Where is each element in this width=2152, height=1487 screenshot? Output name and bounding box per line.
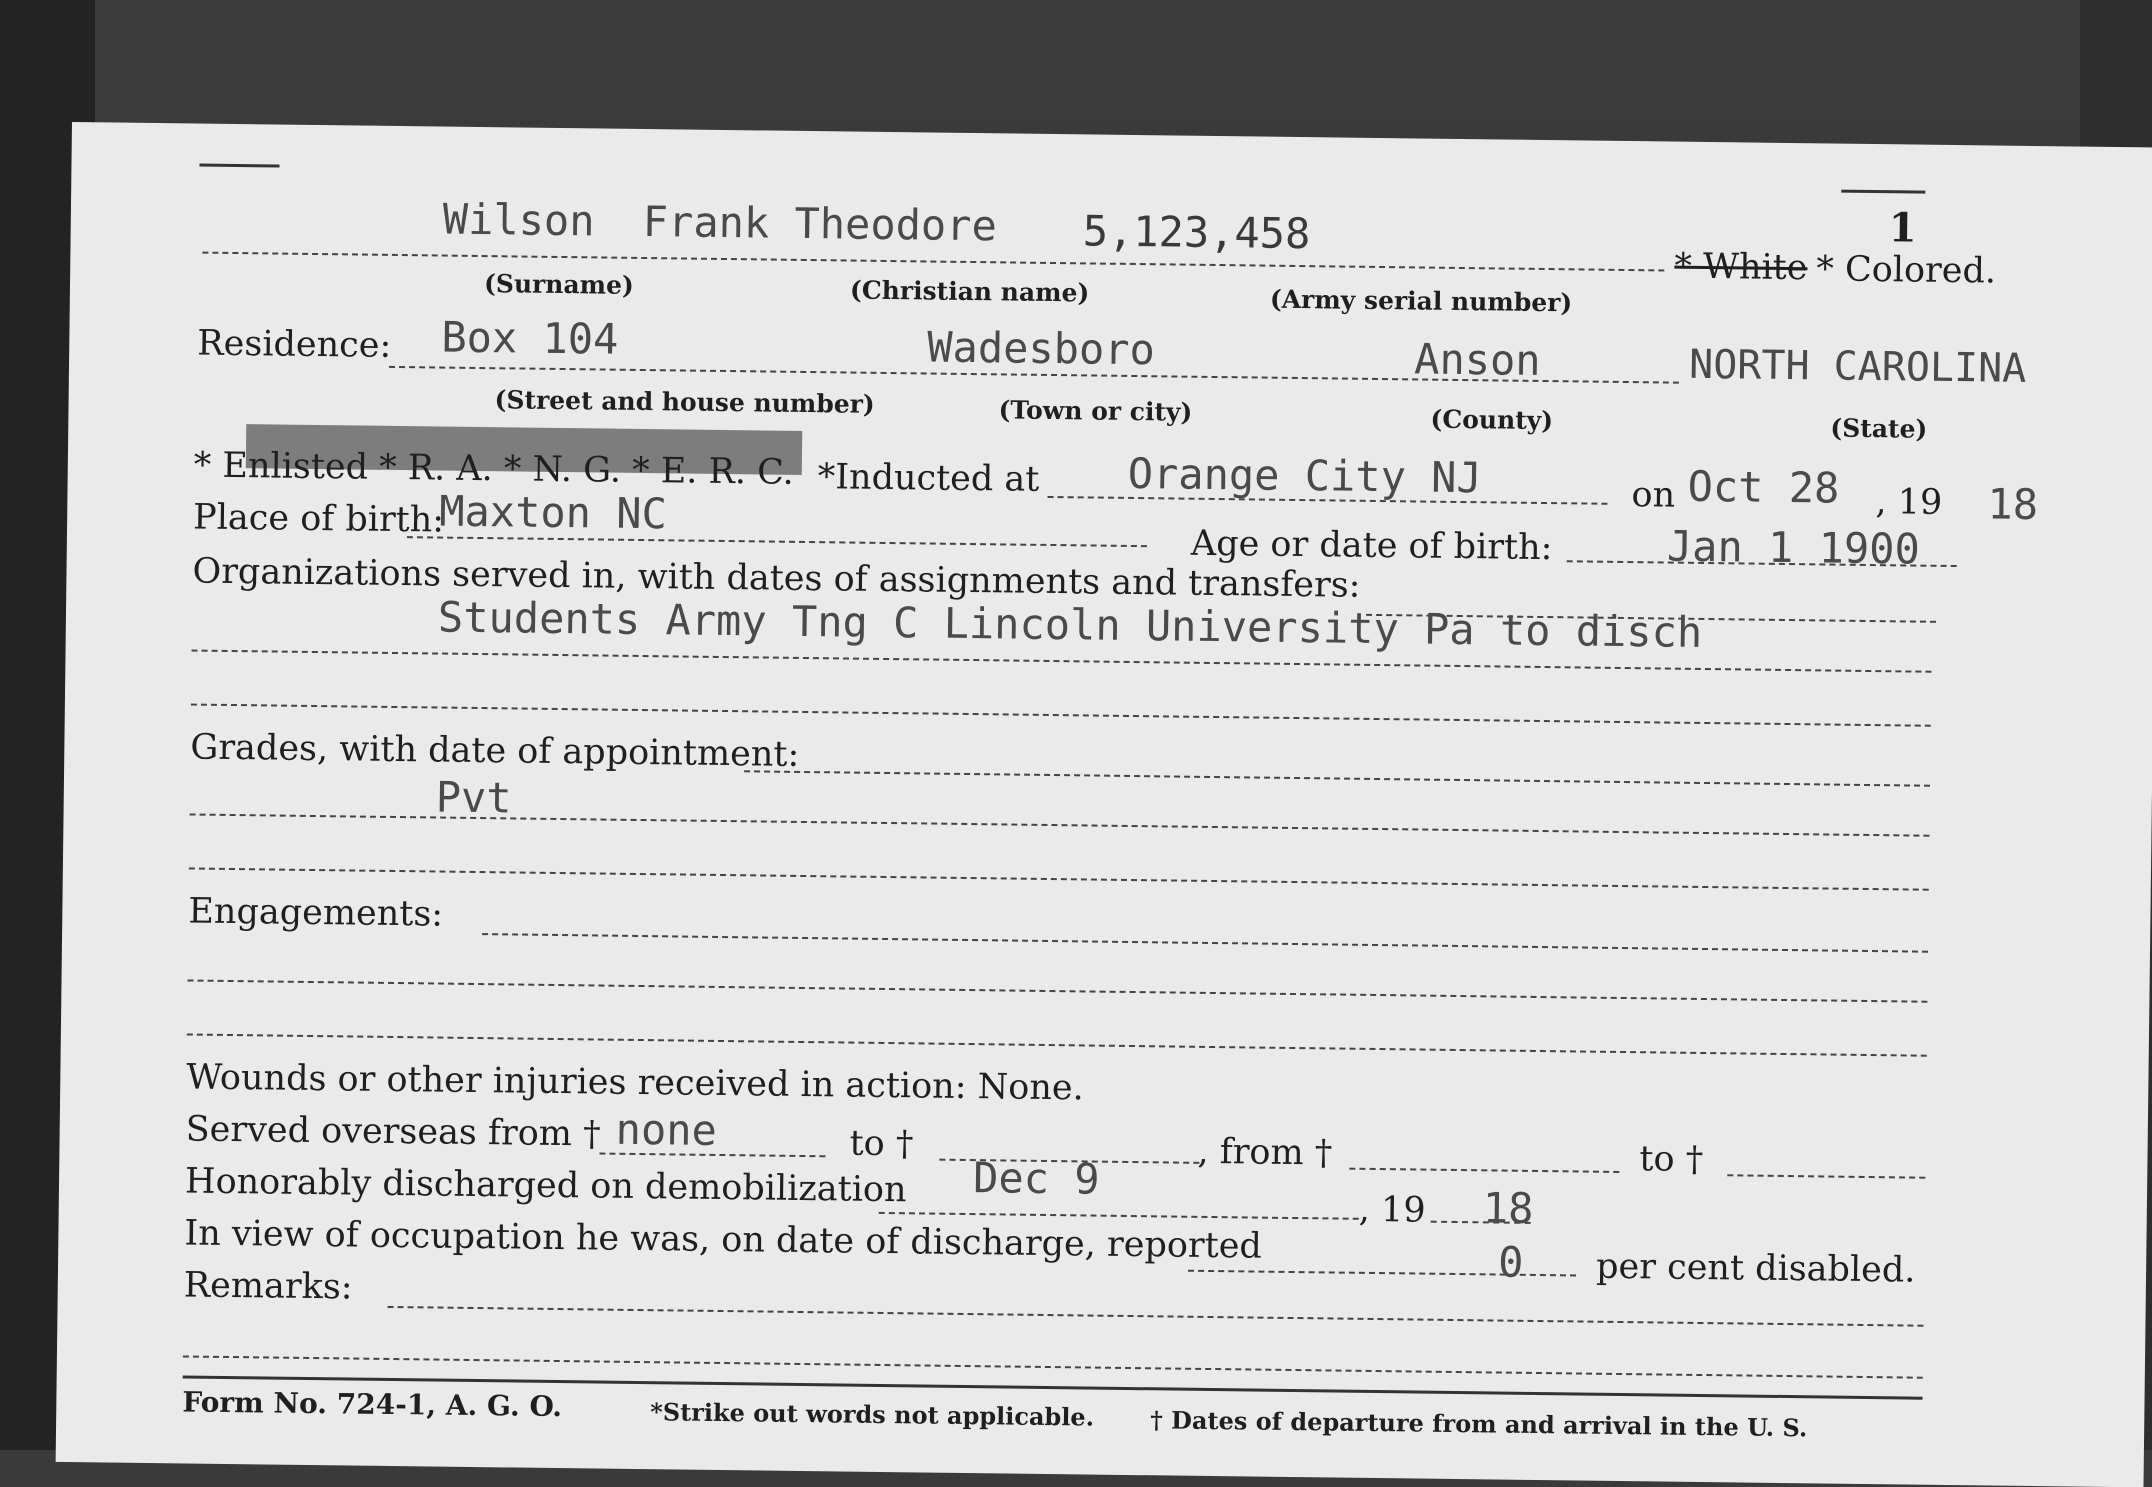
residence-street-value: Box 104 [441, 312, 619, 364]
discharge-label: Honorably discharged on demobilization [184, 1161, 907, 1211]
christian-name-value: Frank Theodore [642, 196, 998, 251]
form-number: Form No. 724-1, A. G. O. [182, 1385, 563, 1424]
grades-value: Pvt [435, 772, 512, 823]
overseas-from-value: none [615, 1104, 718, 1155]
street-caption: (Street and house number) [494, 385, 875, 419]
date-of-birth-value: Jan 1 1900 [1666, 521, 1921, 574]
county-caption: (County) [1430, 404, 1554, 436]
engagements-label: Engagements: [188, 891, 444, 935]
disability-value: 0 [1497, 1237, 1524, 1287]
serial-number-value: 5,123,458 [1082, 206, 1311, 259]
service-record-card [56, 122, 2152, 1487]
overseas-to-label: to † [849, 1123, 914, 1165]
grades-line-1 [744, 770, 1930, 786]
disability-suffix: per cent disabled. [1595, 1246, 1916, 1291]
overseas-from-label: Served overseas from † [185, 1109, 601, 1155]
remarks-line-2 [183, 1355, 1923, 1378]
place-of-birth-line [407, 536, 1147, 547]
disability-label: In view of occupation he was, on date of discharge, reported [184, 1213, 1263, 1267]
scan-background-top [0, 0, 2152, 120]
overseas-from-line-2 [1349, 1168, 1619, 1173]
top-left-rule [199, 164, 279, 168]
inducted-year-value: 18 [1987, 479, 2039, 530]
state-caption: (State) [1830, 413, 1928, 444]
surname-caption: (Surname) [483, 269, 635, 300]
card-number: 1 [1888, 204, 1917, 252]
overseas-from-label-2: , from † [1197, 1131, 1333, 1174]
place-of-birth-label: Place of birth: [192, 497, 445, 541]
surname-value: Wilson [442, 194, 595, 246]
remarks-line-1 [388, 1306, 1924, 1327]
strike-note: *Strike out words not applicable. [650, 1397, 1095, 1432]
grades-label: Grades, with date of appointment: [190, 727, 800, 775]
race-colored-option: * Colored. [1816, 249, 1997, 292]
name-line [202, 252, 1664, 272]
inducted-at-label: *Inducted at [817, 457, 1040, 500]
date-of-birth-label: Age or date of birth: [1190, 523, 1553, 569]
on-label: on [1631, 475, 1676, 516]
organizations-line-3 [191, 703, 1931, 726]
inducted-place-value: Orange City NJ [1127, 448, 1483, 503]
residence-label: Residence: [197, 323, 392, 366]
remarks-label: Remarks: [183, 1265, 353, 1308]
christian-name-caption: (Christian name) [849, 275, 1090, 308]
race-white-option: * White [1674, 246, 1808, 289]
town-caption: (Town or city) [998, 395, 1193, 427]
discharge-year-prefix: , 19 [1358, 1189, 1426, 1231]
serial-number-caption: (Army serial number) [1269, 284, 1573, 318]
top-right-rule [1841, 190, 1925, 194]
residence-state-value: NORTH CAROLINA [1688, 341, 2027, 392]
organizations-label: Organizations served in, with dates of assignments and transfers: [192, 551, 1361, 606]
discharge-date-line [879, 1212, 1359, 1220]
engagements-line-2 [188, 979, 1928, 1002]
grades-line-2 [190, 813, 1930, 836]
dates-note: † Dates of departure from and arrival in the U. S. [1150, 1405, 1808, 1443]
organizations-value: Students Army Tng C Lincoln University Pa to disch [437, 592, 1703, 657]
residence-town-value: Wadesboro [927, 322, 1156, 375]
residence-county-value: Anson [1413, 334, 1541, 385]
place-of-birth-value: Maxton NC [438, 486, 668, 539]
inducted-year-prefix: , 19 [1875, 482, 1943, 523]
overseas-to-line-2 [1727, 1174, 1925, 1178]
engagements-line-3 [187, 1033, 1927, 1056]
inducted-date-value: Oct 28 [1687, 461, 1840, 513]
discharge-date-value: Dec 9 [972, 1153, 1100, 1204]
engagements-line-1 [482, 933, 1928, 953]
enlisted-options: * Enlisted * R. A. * N. G. * E. R. C. [193, 445, 795, 493]
overseas-from-line [599, 1153, 825, 1158]
wounds-label: Wounds or other injuries received in action: None. [186, 1057, 1084, 1109]
overseas-to-label-2: to † [1639, 1139, 1704, 1181]
grades-line-3 [189, 867, 1929, 890]
discharge-year-value: 18 [1482, 1183, 1534, 1233]
